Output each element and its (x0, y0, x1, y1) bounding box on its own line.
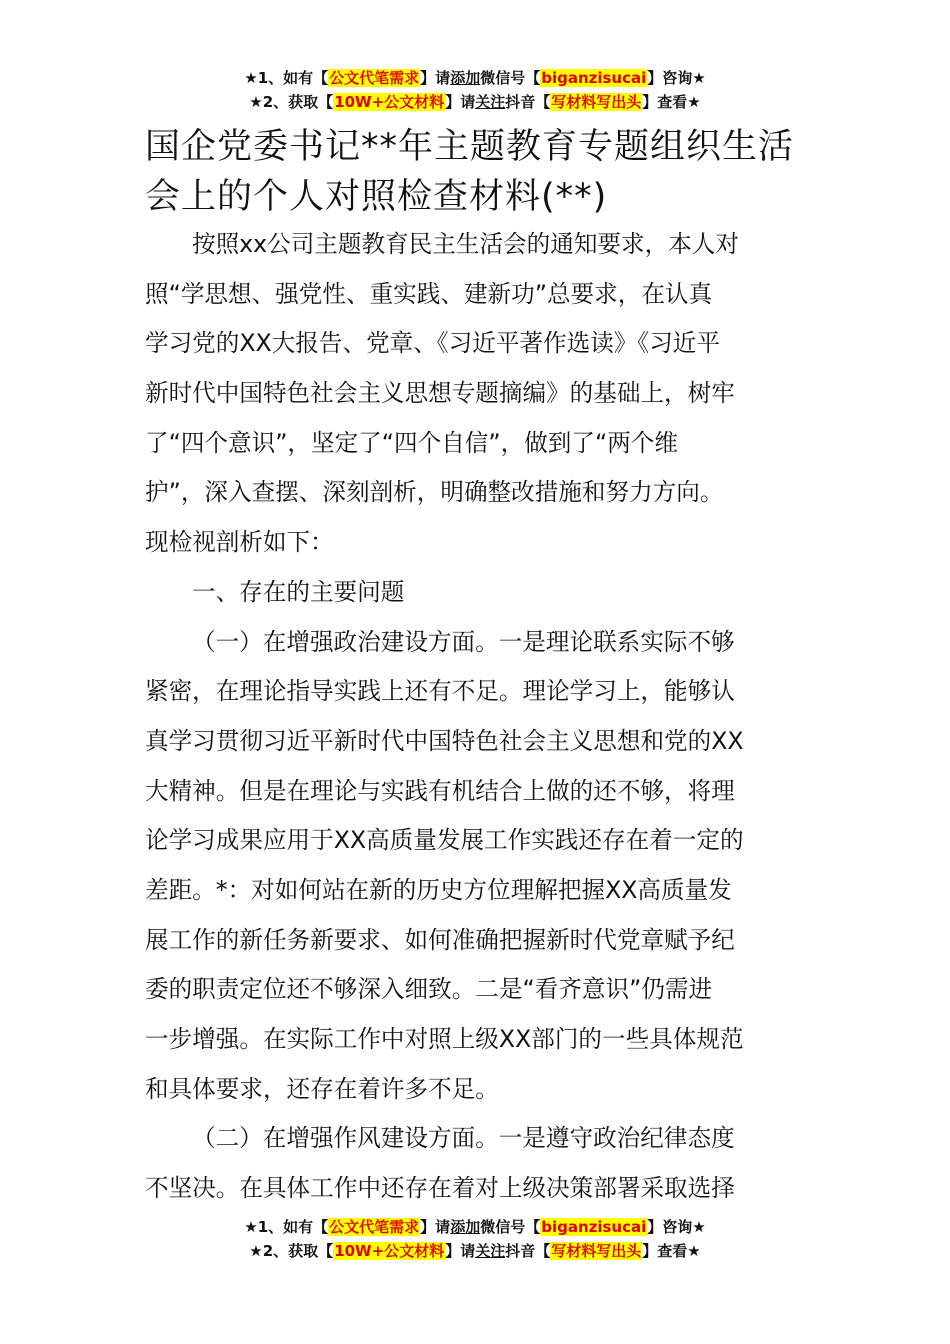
body-line: 现检视剖析如下： (145, 528, 334, 557)
body-line: 一步增强。在实际工作中对照上级XX部门的一些具体规范 (145, 1025, 744, 1053)
promo-highlight: 写材料写出头 (551, 93, 642, 111)
promo-line-2 (0, 90, 950, 114)
body-line: 论学习成果应用于XX高质量发展工作实践还存在着一定的 (145, 826, 744, 855)
promo-text: 】咨询★ (647, 69, 706, 87)
promo-text: 】查看★ (642, 93, 701, 111)
promo-line-1 (0, 66, 950, 90)
body-line: 差距。*：对如何站在新的历史方位理解把握XX高质量发 (145, 875, 732, 904)
body-line: 护”，深入查摆、深刻剖析，明确整改措施和努力方向。 (145, 478, 724, 507)
promo-underline: 关注 (475, 1242, 506, 1260)
title-line: 会上的个人对照检查材料(**) (145, 177, 608, 217)
promo-text: 】请 (420, 1218, 451, 1236)
body-line: 照“学思想、强党性、重实践、建新功”总要求，在认真 (145, 279, 713, 308)
body-line: 新时代中国特色社会主义思想专题摘编》的基础上，树牢 (145, 379, 735, 408)
body-line: 按照xx公司主题教育民主生活会的通知要求，本人对 (192, 230, 739, 258)
body-line: （一）在增强政治建设方面。一是理论联系实际不够 (192, 627, 735, 656)
body-line: 了“四个意识”，坚定了“四个自信”，做到了“两个维 (145, 428, 678, 457)
promo-footer (0, 1215, 950, 1263)
body-line: （二）在增强作风建设方面。一是遵守政治纪律态度 (192, 1124, 735, 1153)
section-heading: 一、存在的主要问题 (192, 577, 405, 606)
promo-text: 】查看★ (642, 1242, 701, 1260)
promo-highlight: 公文代笔需求 (329, 1218, 420, 1236)
promo-text: 】请 (445, 1242, 476, 1260)
promo-underline: 关注 (475, 93, 506, 111)
promo-highlight: biganzisucai (541, 1218, 647, 1236)
promo-text: 】请 (445, 93, 476, 111)
promo-highlight: 公文代笔需求 (329, 69, 420, 87)
body-line: 和具体要求，还存在着许多不足。 (145, 1074, 499, 1103)
document-title (145, 122, 825, 222)
promo-line-1 (0, 1215, 950, 1239)
promo-text: ★1、如有【 (244, 1218, 329, 1236)
promo-text: 微信号【 (480, 69, 541, 87)
promo-text: 】咨询★ (647, 1218, 706, 1236)
body-line: 学习党的XX大报告、党章、《习近平著作选读》《习近平 (145, 329, 720, 358)
promo-text: 】请 (420, 69, 451, 87)
promo-text: 微信号【 (480, 1218, 541, 1236)
promo-underline: 添加 (450, 1218, 481, 1236)
title-line: 国企党委书记**年主题教育专题组织生活 (145, 127, 795, 167)
body-line: 委的职责定位还不够深入细致。二是“看齐意识”仍需进 (145, 975, 713, 1004)
document-body (145, 220, 810, 1214)
promo-highlight: biganzisucai (541, 69, 647, 87)
promo-line-2 (0, 1239, 950, 1263)
promo-text: ★2、获取【 (249, 93, 334, 111)
promo-highlight: 写材料写出头 (551, 1242, 642, 1260)
body-line: 大精神。但是在理论与实践有机结合上做的还不够，将理 (145, 776, 735, 805)
body-line: 紧密，在理论指导实践上还有不足。理论学习上，能够认 (145, 677, 735, 706)
promo-text: 抖音【 (505, 1242, 551, 1260)
promo-header (0, 66, 950, 114)
promo-text: 抖音【 (505, 93, 551, 111)
body-line: 展工作的新任务新要求、如何准确把握新时代党章赋予纪 (145, 925, 735, 954)
promo-text: ★1、如有【 (244, 69, 329, 87)
promo-highlight: 10W+公文材料 (334, 1242, 445, 1260)
promo-underline: 添加 (450, 69, 481, 87)
body-line: 不坚决。在具体工作中还存在着对上级决策部署采取选择 (145, 1174, 735, 1203)
promo-highlight: 10W+公文材料 (334, 93, 445, 111)
body-line: 真学习贯彻习近平新时代中国特色社会主义思想和党的XX (145, 726, 744, 755)
promo-text: ★2、获取【 (249, 1242, 334, 1260)
